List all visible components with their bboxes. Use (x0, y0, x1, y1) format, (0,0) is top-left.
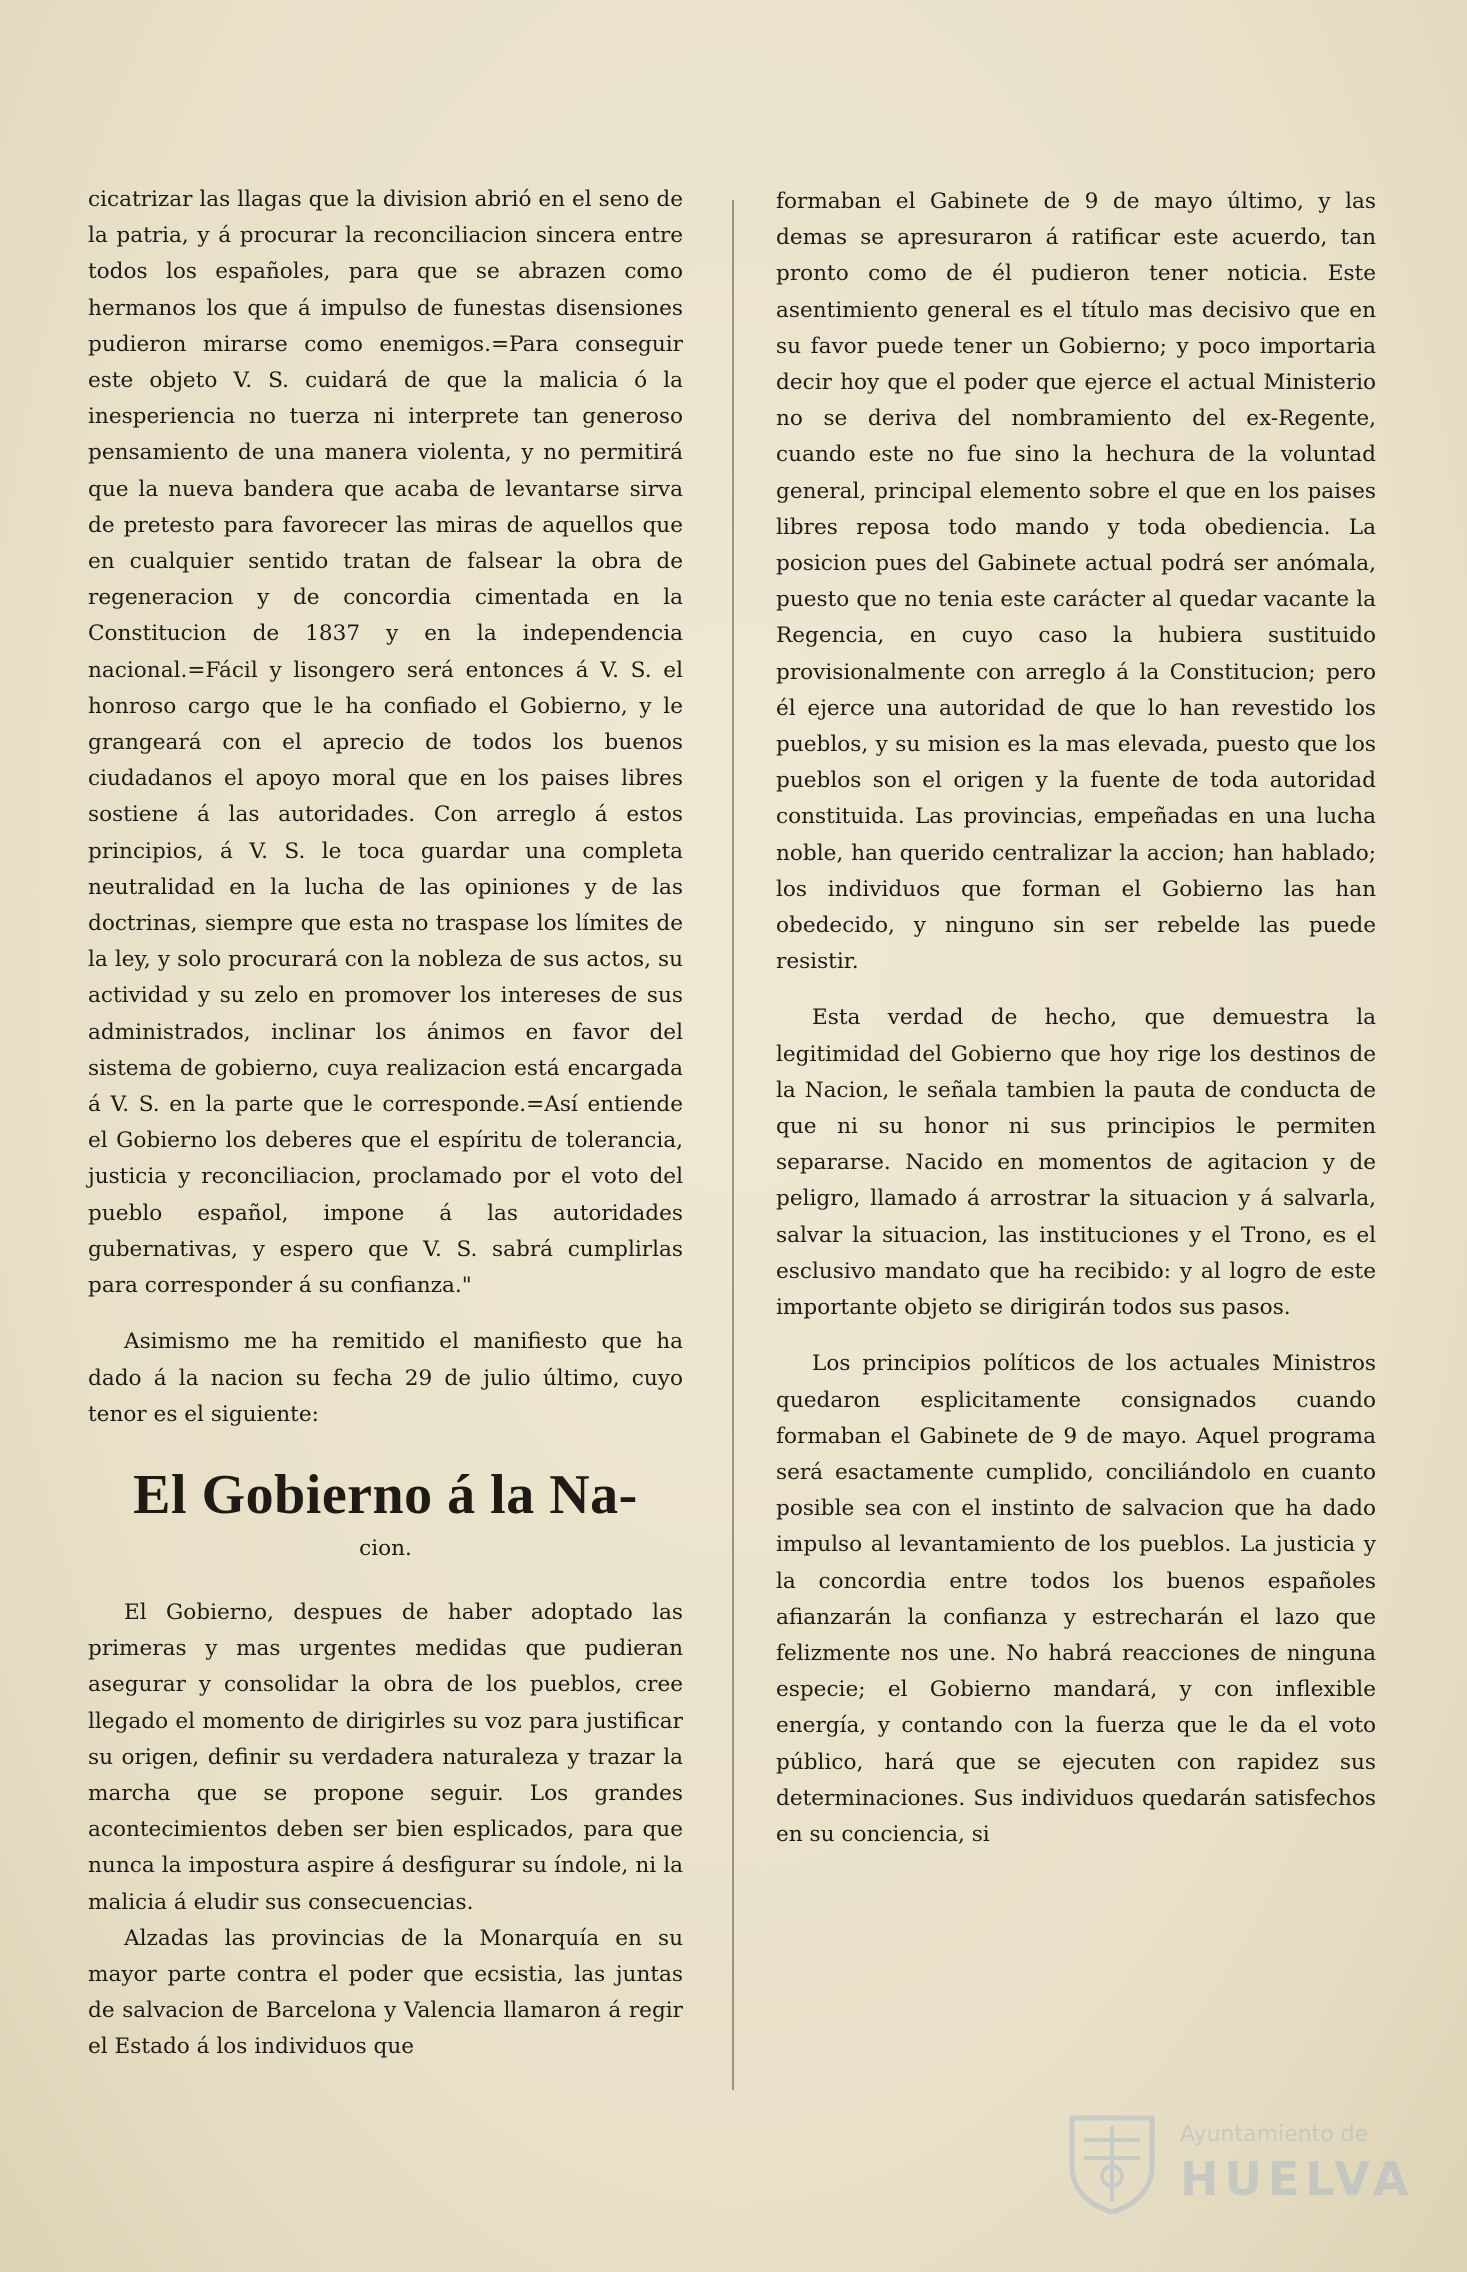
left-paragraph-3: El Gobierno, despues de haber adoptado las primeras y mas urgentes medidas que pudieran asegurar y consolidar la obra de los pueblos, cree llegado el momento de dirigirles su voz para justificar su origen, definir su verdadera naturaleza y trazar la marcha que se propone seguir. Los grandes acontecimientos deben ser bien esplicados, para que nunca la impostura aspire á desfigurar su índole, ni la malicia á eludir sus consecuencias. (88, 1599, 683, 1915)
right-paragraph-2: Esta verdad de hecho, que demuestra la legitimidad del Gobierno que hoy rige los destinos de la Nacion, le señala tambien la pauta de conducta de que ni su honor ni sus principios le permiten separarse. Nacido en momentos de agitacion y de peligro, llamado á arrostrar la situacion y á salvarla, salvar la situacion, las instituciones y el Trono, es el esclusivo mandato que ha recibido: y al logro de este importante objeto se dirigirán todos sus pasos. (776, 1005, 1376, 1321)
section-headline: El Gobierno á la Na- (133, 1463, 638, 1526)
right-column (776, 0, 1376, 1853)
section-headline-continuation: cion. (359, 1535, 412, 1561)
right-paragraph-3: Los principios políticos de los actuales Ministros quedaron esplicitamente consignados cuando formaban el Gabinete de 9 de mayo. Aquel programa será esactamente cumplido, conciliándolo en cuanto posible sea con el instinto de salvacion que ha dado impulso al levantamiento de los pueblos. La justicia y la concordia entre todos los buenos españoles afianzarán la confianza y estrecharán el lazo que felizmente nos une. No habrá reacciones de ninguna especie; el Gobierno mandará, y con inflexible energía, y contando con la fuerza que le da el voto público, hará que se ejecuten con rapidez sus determinaciones. Sus individuos quedarán satisfechos en su conciencia, si (776, 1351, 1376, 1847)
column-divider (732, 200, 734, 2090)
left-paragraph-2: Asimismo me ha remitido el manifiesto que ha dado á la nacion su fecha 29 de julio último, cuyo tenor es el siguiente: (88, 1329, 683, 1427)
left-paragraph-4: Alzadas las provincias de la Monarquía en su mayor parte contra el poder que ecsistia, las juntas de salvacion de Barcelona y Valencia llamaron á regir el Estado á los individuos que (88, 1925, 683, 2060)
right-paragraph-1: formaban el Gabinete de 9 de mayo último, y las demas se apresuraron á ratificar este acuerdo, tan pronto como de él pudieron tener noticia. Este asentimiento general es el título mas decisivo que en su favor puede tener un Gobierno; y poco importaria decir hoy que el poder que ejerce el actual Ministerio no se deriva del nombramiento del ex-Regente, cuando este no fue sino la hechura de la voluntad general, principal elemento sobre el que en los paises libres reposa todo mando y toda obediencia. La posicion pues del Gabinete actual podrá ser anómala, puesto que no tenia este carácter al quedar vacante la Regencia, en cuyo caso la hubiera sustituido provisionalmente con arreglo á la Constitucion; pero él ejerce una autoridad de que lo han revestido los pueblos, y su mision es la mas elevada, puesto que los pueblos son el origen y la fuente de toda autoridad constituida. Las provincias, empeñadas en una lucha noble, han querido centralizar la accion; han hablado; los individuos que forman el Gobierno las han obedecido, y ninguno sin ser rebelde las puede resistir. (776, 189, 1376, 975)
crest-icon (1062, 2110, 1162, 2214)
watermark-line-1: Ayuntamiento de (1180, 2122, 1369, 2147)
archive-watermark (1062, 2108, 1415, 2218)
watermark-line-2: HUELVA (1180, 2152, 1415, 2206)
left-column (88, 0, 683, 2066)
left-paragraph-1: cicatrizar las llagas que la division abrió en el seno de la patria, y á procurar la reconciliacion sincera entre todos los españoles, para que se abrazen como hermanos los que á impulso de funestas disensiones pudieron mirarse como enemigos.=Para conseguir este objeto V. S. cuidará de que la malicia ó la inesperiencia no tuerza ni interprete tan generoso pensamiento de una manera violenta, y no permitirá que la nueva bandera que acaba de levantarse sirva de pretesto para favorecer las miras de aquellos que en cualquier sentido tratan de falsear la obra de regeneracion y de concordia cimentada en la Constitucion de 1837 y en la independencia nacional.=Fácil y lisongero será entonces á V. S. el honroso cargo que le ha confiado el Gobierno, y le grangeará con el aprecio de todos los buenos ciudadanos el apoyo moral que en los paises libres sostiene á las autoridades. Con arreglo á estos principios, á V. S. le toca guardar una completa neutralidad en la lucha de las opiniones y de las doctrinas, siempre que esta no traspase los límites de la ley, y solo procurará con la nobleza de sus actos, su actividad y su zelo en promover los intereses de sus administrados, inclinar los ánimos en favor del sistema de gobierno, cuya realizacion está encargada á V. S. en la parte que le corresponde.=Así entiende el Gobierno los deberes que el espíritu de tolerancia, justicia y reconciliacion, proclamado por el voto del pueblo español, impone á las autoridades gubernativas, y espero que V. S. sabrá cumplirlas para corresponder á su confianza." (88, 187, 683, 1299)
